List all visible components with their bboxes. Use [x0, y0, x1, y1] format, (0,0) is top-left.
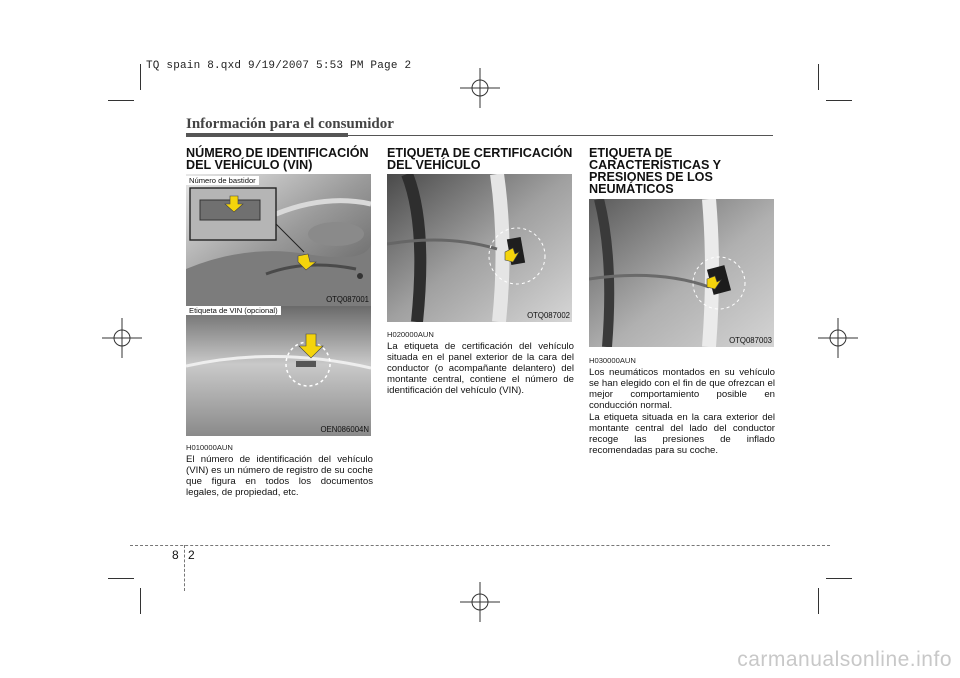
vin-code: H010000AUN [186, 443, 233, 452]
tire-label-heading: ETIQUETA DE CARACTERÍSTICAS Y PRESIONES DE LOS NEUMÁTICOS [589, 146, 721, 196]
vin-photo-label-optional: Etiqueta de VIN (opcional) [186, 306, 281, 315]
vin-photo-caption-1: OTQ087001 [326, 295, 369, 304]
certification-photo [387, 174, 572, 322]
tire-label-photo [589, 199, 774, 347]
registration-mark-right [818, 318, 858, 358]
page-section: 8 [172, 548, 179, 562]
registration-mark-left [102, 318, 142, 358]
certification-photo-caption: OTQ087002 [527, 311, 570, 320]
header-bar [186, 133, 348, 137]
vin-text: El número de identificación del vehículo (VIN) es un número de registro de su coche que figura en todos los documentos legales, de propiedad, etc. [186, 454, 373, 498]
footer-divider [184, 545, 185, 591]
registration-mark-bottom [460, 582, 500, 622]
vin-photo-dashboard [186, 306, 371, 436]
watermark-link[interactable]: carmanualsonline.info [737, 648, 952, 671]
vin-photo-caption-2: OEN086004N [320, 425, 369, 434]
registration-mark-top [460, 68, 500, 108]
vin-photo-engine [186, 174, 371, 306]
vin-photo-label-bastidor: Número de bastidor [186, 176, 259, 185]
page-number: 2 [188, 548, 195, 562]
vin-heading: NÚMERO DE IDENTIFICACIÓN DEL VEHÍCULO (VIN) [186, 146, 369, 172]
tire-label-code: H030000AUN [589, 356, 636, 365]
page-title: Información para el consumidor [186, 116, 394, 132]
footer-rule [130, 545, 830, 546]
certification-code: H020000AUN [387, 330, 434, 339]
print-slug: TQ spain 8.qxd 9/19/2007 5:53 PM Page 2 [146, 60, 412, 72]
certification-heading: ETIQUETA DE CERTIFICACIÓN DEL VEHÍCULO [387, 146, 573, 172]
tire-label-text-2: La etiqueta situada en la cara exterior del montante central del lado del conductor recoge las presiones de inflado recomendadas para su coche. [589, 412, 775, 456]
certification-text: La etiqueta de certificación del vehículo situada en el panel exterior de la cara del conductor (o acompañante delantero) del montante central, contiene el número de identificación del vehículo (VIN). [387, 341, 574, 396]
tire-label-text-1: Los neumáticos montados en su vehículo se han elegido con el fin de que ofrezcan el mejor comportamiento posible en conducción normal. [589, 367, 775, 411]
tire-label-photo-caption: OTQ087003 [729, 336, 772, 345]
